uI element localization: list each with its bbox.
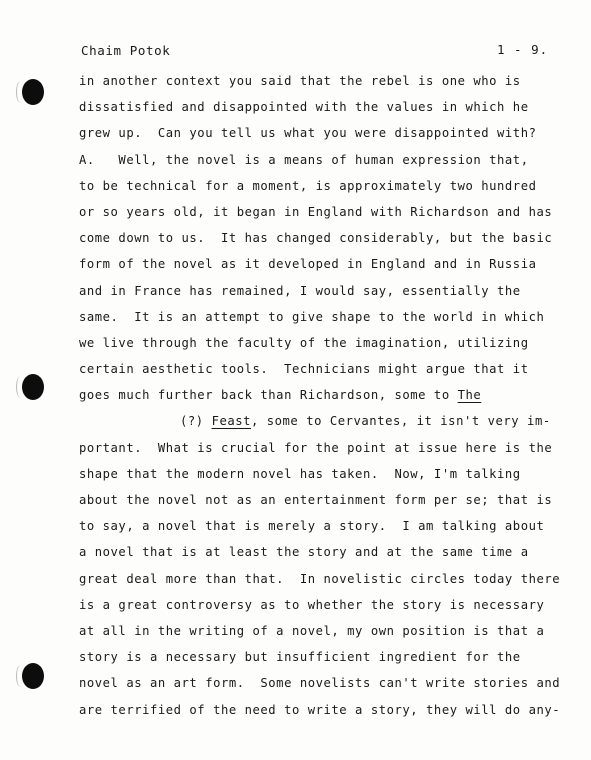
text-line: to say, a novel that is merely a story. I am talking about (79, 519, 545, 534)
text-line: certain aesthetic tools. Technicians might argue that it (79, 362, 529, 377)
text-line: are terrified of the need to write a story, they will do any- (79, 702, 561, 717)
text-line (79, 382, 559, 408)
text-line: a novel that is at least the story and at the same time a (79, 545, 529, 560)
text-line: form of the novel as it developed in England and in Russia (79, 257, 537, 272)
text-line: novel as an art form. Some novelists can't write stories and (79, 676, 561, 691)
text-line: we live through the faculty of the imagination, utilizing (79, 335, 529, 350)
punch-hole-bottom (22, 663, 44, 689)
text-line: shape that the modern novel has taken. Now, I'm talking (79, 466, 521, 481)
text-line: grew up. Can you tell us what you were disappointed with? (79, 126, 537, 141)
text-line: same. It is an attempt to give shape to the world in which (79, 309, 545, 324)
text-span: , some to Cervantes, it isn't very im- (251, 414, 551, 429)
punch-hole-top (22, 79, 44, 105)
underlined-title-word: Feast (211, 414, 251, 429)
text-span: (?) (180, 414, 212, 429)
text-line: to be technical for a moment, is approximately two hundred (79, 178, 537, 193)
text-span: goes much further back than Richardson, some to (79, 388, 458, 403)
text-line: and in France has remained, I would say, essentially the (79, 283, 521, 298)
text-line: at all in the writing of a novel, my own position is that a (79, 623, 545, 638)
header-author: Chaim Potok (81, 43, 171, 58)
text-line: story is a necessary but insufficient ingredient for the (79, 650, 521, 665)
page-number: 1 - 9. (497, 42, 549, 57)
text-line: about the novel not as an entertainment form per se; that is (79, 493, 553, 507)
underlined-title-word: The (457, 388, 482, 403)
text-line (79, 408, 559, 434)
text-line: great deal more than that. In novelistic circles today there (79, 571, 561, 586)
text-line: A. Well, the novel is a means of human expression that, (79, 152, 529, 167)
text-line: is a great controversy as to whether the story is necessary (79, 597, 545, 612)
punch-hole-middle (22, 374, 44, 400)
text-line: come down to us. It has changed considerably, but the basic (79, 231, 553, 246)
text-line: or so years old, it began in England with Richardson and has (79, 204, 553, 219)
text-line: in another context you said that the rebel is one who is (79, 74, 521, 88)
transcript-body (79, 68, 559, 723)
text-line: dissatisfied and disappointed with the values in which he (79, 100, 529, 115)
text-line: portant. What is crucial for the point at issue here is the (79, 440, 553, 455)
